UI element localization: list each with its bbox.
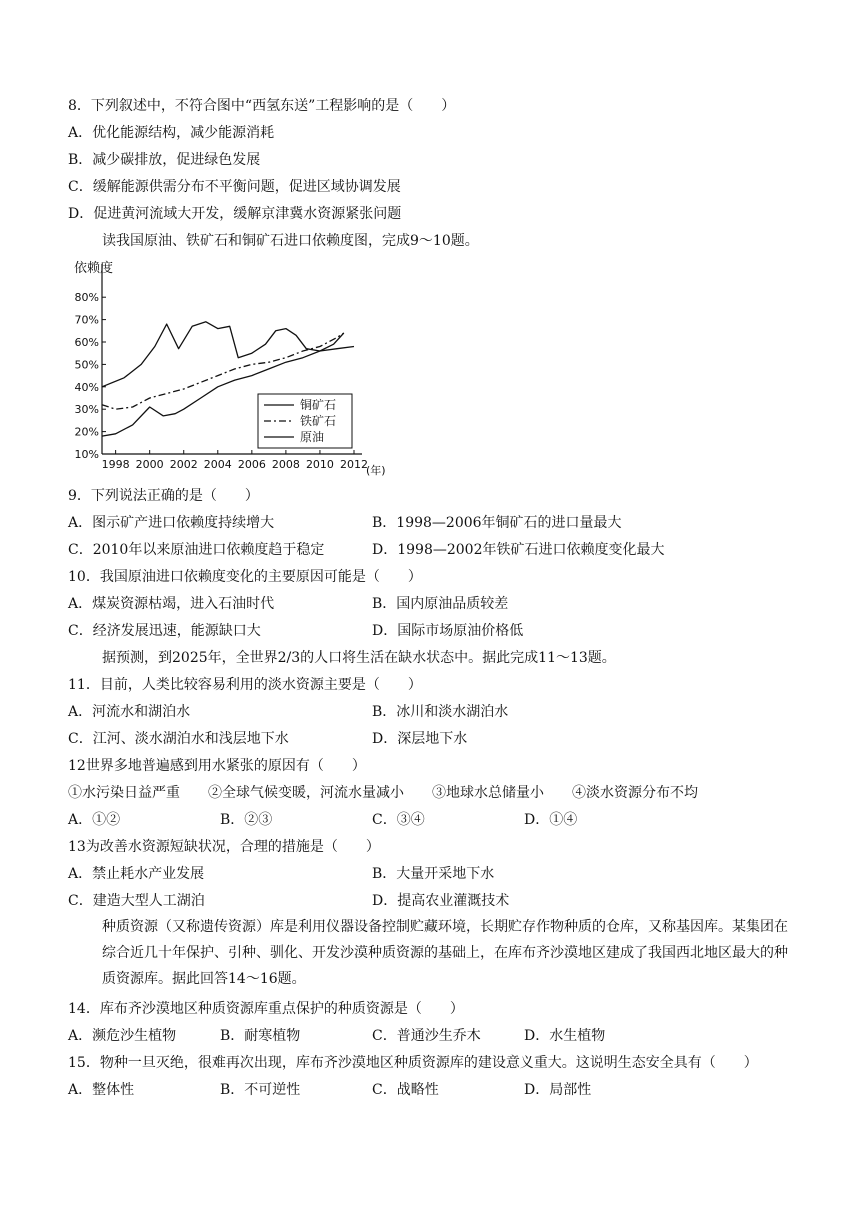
q10-option-d: D．国际市场原油价格低 — [372, 623, 524, 639]
q15-option-c: C．战略性 — [372, 1082, 439, 1098]
y-tick-label: 80% — [74, 291, 99, 305]
q14-option-d: D．水生植物 — [524, 1028, 606, 1044]
y-tick-label: 40% — [74, 380, 99, 394]
series-line-1 — [102, 322, 344, 387]
q12-option-a: A．①② — [68, 812, 121, 828]
q15-option-d: D．局部性 — [524, 1082, 592, 1098]
q10-stem: 10．我国原油进口依赖度变化的主要原因可能是（ ） — [68, 569, 422, 585]
y-tick-label: 20% — [74, 425, 99, 439]
q11-option-a: A．河流水和湖泊水 — [68, 704, 191, 720]
q12-option-c: C．③④ — [372, 812, 425, 828]
q13-option-c: C．建造大型人工湖泊 — [68, 893, 205, 909]
q11-stem: 11．目前，人类比较容易利用的淡水资源主要是（ ） — [68, 677, 422, 693]
q13-option-a: A．禁止耗水产业发展 — [68, 866, 205, 882]
q11-option-b: B．冰川和淡水湖泊水 — [372, 704, 509, 720]
q11-option-d: D．深层地下水 — [372, 731, 468, 747]
q9-option-c: C．2010年以来原油进口依赖度趋于稳定 — [68, 542, 325, 558]
q9-stem: 9．下列说法正确的是（ ） — [68, 488, 259, 504]
q9-option-d: D．1998—2002年铁矿石进口依赖度变化最大 — [372, 542, 665, 558]
x-tick-label: 2000 — [135, 458, 164, 471]
q8-option-c: C．缓解能源供需分布不平衡问题，促进区域协调发展 — [68, 179, 401, 195]
intro-14-16-text: 种质资源（又称遗传资源）库是利用仪器设备控制贮藏环境，长期贮存作物种质的仓库，又称基因库。某集团在综合近几十年保护、引种、驯化、开发沙漠种质资源的基础上，在库布齐沙漠地区建成了我国西北地区最大的种质资源库。据此回答14～16题。 — [102, 919, 788, 987]
q15-stem: 15．物种一旦灭绝，很难再次出现，库布齐沙漠地区种质资源库的建设意义重大。这说明生态安全具有（ ） — [68, 1055, 758, 1071]
q8-option-b: B．减少碳排放，促进绿色发展 — [68, 152, 261, 168]
legend-label: 铜矿石 — [300, 398, 337, 412]
q10-option-c: C．经济发展迅速，能源缺口大 — [68, 623, 261, 639]
x-tick-label: 2012 — [340, 458, 368, 471]
y-tick-label: 60% — [74, 336, 99, 349]
q12-statements: ①水污染日益严重 ②全球气候变暖，河流水量减小 ③地球水总储量小 ④淡水资源分布不均 — [68, 785, 698, 801]
q12-option-d: D．①④ — [524, 812, 578, 828]
y-tick-label: 50% — [74, 358, 99, 372]
legend-label: 原油 — [300, 430, 325, 444]
legend-label: 铁矿石 — [300, 414, 337, 428]
q13-option-b: B．大量开采地下水 — [372, 866, 495, 882]
y-tick-label: 70% — [74, 313, 99, 327]
q10-option-b: B．国内原油品质较差 — [372, 596, 509, 612]
q14-option-a: A．濒危沙生植物 — [68, 1028, 177, 1044]
x-tick-label: 2004 — [203, 458, 232, 471]
q15-option-b: B．不可逆性 — [220, 1082, 301, 1098]
x-tick-label: 1998 — [101, 458, 130, 471]
q14-option-c: C．普通沙生乔木 — [372, 1028, 481, 1044]
q11-option-c: C．江河、淡水湖泊水和浅层地下水 — [68, 731, 289, 747]
q13-stem: 13为改善水资源短缺状况，合理的措施是（ ） — [68, 839, 380, 855]
y-tick-label: 10% — [74, 448, 99, 461]
x-tick-label: 2006 — [237, 458, 266, 471]
q12-option-b: B．②③ — [220, 812, 273, 828]
q8-option-a: A．优化能源结构，减少能源消耗 — [68, 125, 275, 141]
y-tick-label: 30% — [74, 403, 99, 417]
intro-14-16 — [68, 914, 796, 992]
x-tick-label: 2002 — [169, 458, 198, 471]
chart-ylabel: 依赖度 — [74, 261, 114, 276]
q9-option-b: B．1998—2006年铜矿石的进口量最大 — [372, 515, 622, 531]
q14-option-b: B．耐寒植物 — [220, 1028, 301, 1044]
intro-9-10: 读我国原油、铁矿石和铜矿石进口依赖度图，完成9～10题。 — [102, 233, 479, 249]
q8-option-d: D．促进黄河流域大开发，缓解京津冀水资源紧张问题 — [68, 206, 402, 222]
q9-option-a: A．图示矿产进口依赖度持续增大 — [68, 515, 275, 531]
chart-xunit: (年) — [366, 464, 386, 477]
q13-option-d: D．提高农业灌溉技术 — [372, 893, 510, 909]
q14-stem: 14．库布齐沙漠地区种质资源库重点保护的种质资源是（ ） — [68, 1001, 464, 1017]
dependency-line-chart — [68, 256, 398, 478]
x-tick-label: 2008 — [271, 458, 300, 471]
q15-option-a: A．整体性 — [68, 1082, 135, 1098]
q8-stem: 8．下列叙述中，不符合图中“西氢东送”工程影响的是（ ） — [68, 98, 456, 114]
q12-stem: 12世界多地普遍感到用水紧张的原因有（ ） — [68, 758, 366, 774]
q10-option-a: A．煤炭资源枯竭，进入石油时代 — [68, 596, 275, 612]
intro-11-13: 据预测，到2025年，全世界2/3的人口将生活在缺水状态中。据此完成11～13题。 — [102, 650, 616, 666]
x-tick-label: 2010 — [305, 458, 334, 471]
